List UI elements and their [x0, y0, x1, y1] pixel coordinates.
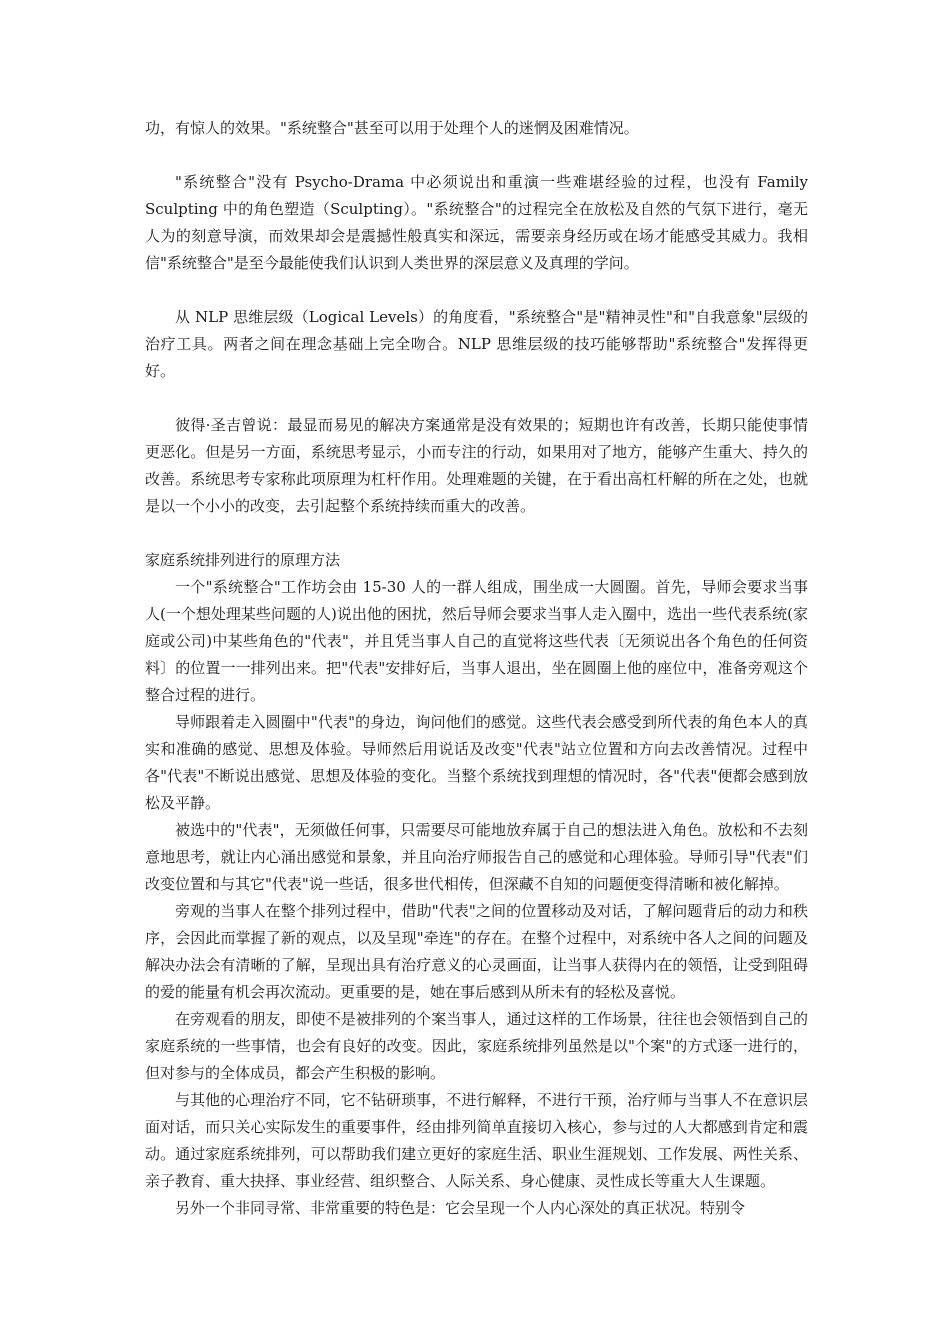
- paragraph-psycho-drama: "系统整合"没有 Psycho-Drama 中必须说出和重演一些难堪经验的过程，也没有 Family Sculpting 中的角色塑造（Sculpting）。"系统整合"的过程完全在放松及自然的气氛下进行，毫无人为的刻意导演，而效果却会是震撼性般真实和深远，需要亲身经历或在场才能感受其威力。我相信"系统整合"是至今最能使我们认识到人类世界的深层意义及真理的学问。: [145, 173, 808, 272]
- paragraph-representatives: 被选中的"代表"，无须做任何事，只需要尽可能地放弃属于自己的想法进入角色。放松和不去刻意地思考，就让内心涌出感觉和景象，并且向治疗师报告自己的感觉和心理体验。导师引导"代表"们改变位置和与其它"代表"说一些话，很多世代相传，但深藏不自知的问题便变得清晰和被化解掉。: [145, 821, 808, 893]
- paragraph-bystanders: 在旁观看的朋友，即使不是被排列的个案当事人，通过这样的工作场景，往往也会领悟到自己的家庭系统的一些事情，也会有良好的改变。因此，家庭系统排列虽然是以"个案"的方式逐一进行的，但对参与的全体成员，都会产生积极的影响。: [145, 1010, 808, 1082]
- paragraph-continued: 功，有惊人的效果。"系统整合"甚至可以用于处理个人的迷惘及困难情况。: [145, 119, 639, 137]
- paragraph-difference: 与其他的心理治疗不同，它不钻研琐事，不进行解释，不进行干预，治疗师与当事人不在意识层面对话，而只关心实际发生的重要事件，经由排列简单直接切入核心，参与过的人大都感到肯定和震动。通过家庭系统排列，可以帮助我们建立更好的家庭生活、职业生涯规划、工作发展、两性关系、亲子教育、重大抉择、事业经营、组织整合、人际关系、身心健康、灵性成长等重大人生课题。: [145, 1091, 808, 1190]
- paragraph-special-feature: 另外一个非同寻常、非常重要的特色是：它会呈现一个人内心深处的真正状况。特别令: [175, 1199, 746, 1217]
- document-page: [145, 115, 808, 1222]
- paragraph-nlp-logical-levels: 从 NLP 思维层级（Logical Levels）的角度看，"系统整合"是"精神灵性"和"自我意象"层级的治疗工具。两者之间在理念基础上完全吻合。NLP 思维层级的技巧能够帮助"系统整合"发挥得更好。: [145, 308, 808, 380]
- paragraph-workshop: 一个"系统整合"工作坊会由 15-30 人的一群人组成，围坐成一大圆圈。首先，导师会要求当事人(一个想处理某些问题的人)说出他的困扰，然后导师会要求当事人走入圈中，选出一些代表系统(家庭或公司)中某些角色的"代表"，并且凭当事人自己的直觉将这些代表〔无须说出各个角色的任何资料〕的位置一一排列出来。把"代表"安排好后，当事人退出，坐在圆圈上他的座位中，准备旁观这个整合过程的进行。: [145, 578, 808, 704]
- paragraph-observer-client: 旁观的当事人在整个排列过程中，借助"代表"之间的位置移动及对话，了解问题背后的动力和秩序，会因此而掌握了新的观点，以及呈现"牵连"的存在。在整个过程中，对系统中各人之间的问题及解决办法会有清晰的了解，呈现出具有治疗意义的心灵画面，让当事人获得内在的领悟，让受到阻碍的爱的能量有机会再次流动。更重要的是，她在事后感到从所未有的轻松及喜悦。: [145, 902, 808, 1001]
- paragraph-peter-senge: 彼得·圣吉曾说：最显而易见的解决方案通常是没有效果的；短期也许有改善，长期只能使事情更恶化。但是另一方面，系统思考显示，小而专注的行动，如果用对了地方，能够产生重大、持久的改善。系统思考专家称此项原理为杠杆作用。处理难题的关键，在于看出高杠杆解的所在之处，也就是以一个小小的改变，去引起整个系统持续而重大的改善。: [145, 416, 808, 515]
- paragraph-facilitator: 导师跟着走入圆圈中"代表"的身边，询问他们的感觉。这些代表会感受到所代表的角色本人的真实和准确的感觉、思想及体验。导师然后用说话及改变"代表"站立位置和方向去改善情况。过程中各"代表"不断说出感觉、思想及体验的变化。当整个系统找到理想的情况时，各"代表"便都会感到放松及平静。: [145, 713, 808, 812]
- section-heading: 家庭系统排列进行的原理方法: [145, 551, 341, 569]
